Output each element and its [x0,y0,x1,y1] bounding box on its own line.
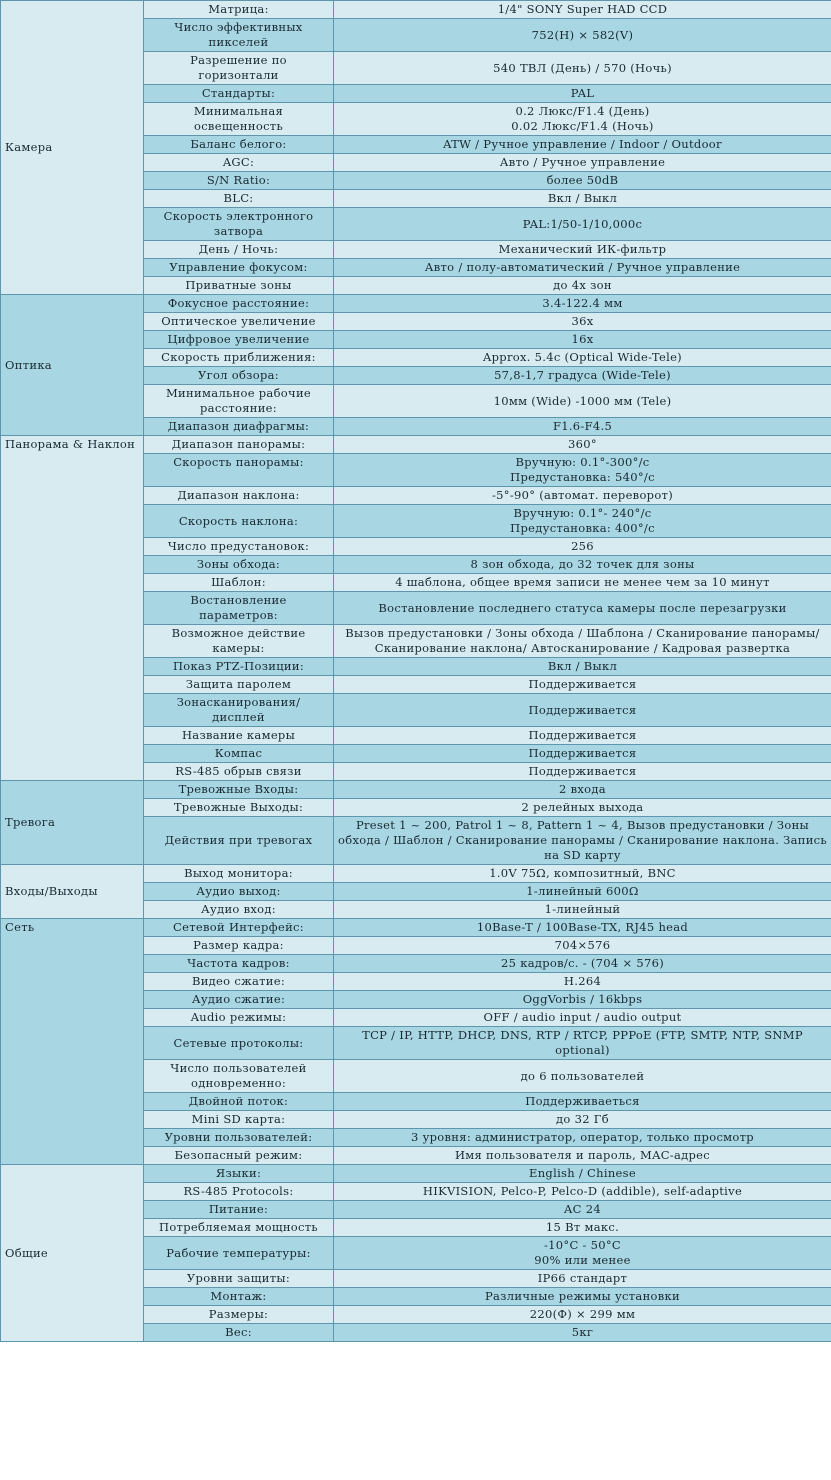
spec-label: Число эффективных пикселей [144,19,334,52]
spec-label: Видео сжатие: [144,973,334,991]
spec-group-name: Сеть [1,919,144,1165]
spec-label: Баланс белого: [144,136,334,154]
spec-label: Управление фокусом: [144,259,334,277]
spec-label: Монтаж: [144,1288,334,1306]
spec-label: Питание: [144,1201,334,1219]
spec-value: 10мм (Wide) -1000 мм (Tele) [334,385,831,418]
spec-value: PAL [334,85,831,103]
spec-value: до 32 Гб [334,1111,831,1129]
spec-value: Поддерживается [334,763,831,781]
spec-label: Сетевые протоколы: [144,1027,334,1060]
spec-value: 25 кадров/с. - (704 × 576) [334,955,831,973]
spec-value: H.264 [334,973,831,991]
spec-group-name: Входы/Выходы [1,865,144,919]
spec-label: AGC: [144,154,334,172]
spec-value: -5°-90° (автомат. переворот) [334,487,831,505]
spec-value: Вручную: 0.1°-300°/с Предустановка: 540°/с [334,454,831,487]
spec-label: Фокусное расстояние: [144,295,334,313]
spec-value: Поддерживается [334,676,831,694]
spec-value: Механический ИК-фильтр [334,241,831,259]
spec-label: Частота кадров: [144,955,334,973]
spec-value: Вкл / Выкл [334,190,831,208]
spec-value: Вручную: 0.1°- 240°/с Предустановка: 400°/с [334,505,831,538]
spec-value: 1-линейный [334,901,831,919]
spec-label: RS-485 Protocols: [144,1183,334,1201]
spec-label: Потребляемая мощность [144,1219,334,1237]
spec-label: Скорость электронного затвора [144,208,334,241]
spec-value: HIKVISION, Pelco-P, Pelco-D (addible), self-adaptive [334,1183,831,1201]
spec-row [1,919,831,937]
spec-value: Поддерживается [334,727,831,745]
spec-label: Оптическое увеличение [144,313,334,331]
spec-value: Имя пользователя и пароль, MAC-адрес [334,1147,831,1165]
spec-value: 540 ТВЛ (День) / 570 (Ночь) [334,52,831,85]
spec-value: 2 релейных выхода [334,799,831,817]
spec-label: Скорость приближения: [144,349,334,367]
spec-label: Угол обзора: [144,367,334,385]
spec-value: TCP / IP, HTTP, DHCP, DNS, RTP / RTCP, PPPoE (FTP, SMTP, NTP, SNMP optional) [334,1027,831,1060]
spec-value: 57,8-1,7 градуса (Wide-Tele) [334,367,831,385]
spec-label: Скорость наклона: [144,505,334,538]
spec-label: Действия при тревогах [144,817,334,865]
spec-row [1,436,831,454]
spec-value: 15 Вт макс. [334,1219,831,1237]
spec-label: RS-485 обрыв связи [144,763,334,781]
spec-label: Языки: [144,1165,334,1183]
spec-label: Защита паролем [144,676,334,694]
spec-value: Поддерживаеться [334,1093,831,1111]
spec-row [1,295,831,313]
spec-label: Разрешение по горизонтали [144,52,334,85]
spec-value: 5кг [334,1324,831,1342]
spec-label: Стандарты: [144,85,334,103]
spec-label: Двойной поток: [144,1093,334,1111]
spec-label: Возможное действие камеры: [144,625,334,658]
spec-label: Аудио выход: [144,883,334,901]
spec-value: Вкл / Выкл [334,658,831,676]
spec-label: Размер кадра: [144,937,334,955]
spec-value: Различные режимы установки [334,1288,831,1306]
spec-value: 3 уровня: администратор, оператор, только просмотр [334,1129,831,1147]
spec-value: Preset 1 ~ 200, Patrol 1 ~ 8, Pattern 1 ~ 4, Вызов предустановки / Зоны обхода / Шаблон / Сканирование панорамы / Сканирование наклона. Запись на SD карту [334,817,831,865]
spec-label: Сетевой Интерфейс: [144,919,334,937]
spec-value: 8 зон обхода, до 32 точек для зоны [334,556,831,574]
spec-value: Поддерживается [334,745,831,763]
spec-value: 1/4" SONY Super HAD CCD [334,1,831,19]
spec-label: Выход монитора: [144,865,334,883]
spec-value: Авто / Ручное управление [334,154,831,172]
spec-value: 360° [334,436,831,454]
spec-value: OFF / audio input / audio output [334,1009,831,1027]
spec-value: 0.2 Люкс/F1.4 (День) 0.02 Люкс/F1.4 (Ночь) [334,103,831,136]
spec-value: -10°C - 50°C 90% или менее [334,1237,831,1270]
spec-label: Матрица: [144,1,334,19]
spec-value: 10Base-T / 100Base-TX, RJ45 head [334,919,831,937]
spec-value: AC 24 [334,1201,831,1219]
spec-label: Уровни пользователей: [144,1129,334,1147]
spec-label: Число предустановок: [144,538,334,556]
spec-value: Востановление последнего статуса камеры после перезагрузки [334,592,831,625]
spec-label: S/N Ratio: [144,172,334,190]
spec-label: Аудио сжатие: [144,991,334,1009]
spec-label: Тревожные Входы: [144,781,334,799]
spec-group-name: Панорама & Наклон [1,436,144,781]
spec-value: Поддерживается [334,694,831,727]
spec-label: Зонасканирования/ дисплей [144,694,334,727]
spec-value: PAL:1/50-1/10,000с [334,208,831,241]
spec-label: BLC: [144,190,334,208]
spec-value: до 4х зон [334,277,831,295]
spec-label: Зоны обхода: [144,556,334,574]
spec-label: Уровни защиты: [144,1270,334,1288]
spec-label: Тревожные Выходы: [144,799,334,817]
spec-label: Компас [144,745,334,763]
spec-value: Авто / полу-автоматический / Ручное управление [334,259,831,277]
spec-value: 2 входа [334,781,831,799]
spec-label: Цифровое увеличение [144,331,334,349]
spec-value: Вызов предустановки / Зоны обхода / Шаблона / Сканирование панорамы/ Сканирование наклона/ Автосканирование / Кадровая развертка [334,625,831,658]
spec-row [1,1165,831,1183]
spec-label: Шаблон: [144,574,334,592]
spec-label: Минимальное рабочие расстояние: [144,385,334,418]
spec-label: День / Ночь: [144,241,334,259]
spec-value: 1-линейный 600Ω [334,883,831,901]
spec-value: OggVorbis / 16kbps [334,991,831,1009]
spec-row [1,1,831,19]
spec-label: Название камеры [144,727,334,745]
spec-value: Approx. 5.4с (Optical Wide-Tele) [334,349,831,367]
spec-value: ATW / Ручное управление / Indoor / Outdoor [334,136,831,154]
spec-group-name: Тревога [1,781,144,865]
spec-value: 16x [334,331,831,349]
spec-label: Audio режимы: [144,1009,334,1027]
spec-value: 752(H) × 582(V) [334,19,831,52]
spec-row [1,865,831,883]
spec-group-name: Общие [1,1165,144,1342]
spec-group-name: Камера [1,1,144,295]
spec-label: Вес: [144,1324,334,1342]
spec-label: Аудио вход: [144,901,334,919]
spec-label: Минимальная освещенность [144,103,334,136]
spec-group-name: Оптика [1,295,144,436]
spec-label: Востановление параметров: [144,592,334,625]
spec-label: Число пользователей одновременно: [144,1060,334,1093]
spec-value: English / Chinese [334,1165,831,1183]
spec-value: 4 шаблона, общее время записи не менее чем за 10 минут [334,574,831,592]
spec-label: Диапазон диафрагмы: [144,418,334,436]
spec-row [1,781,831,799]
spec-value: 36x [334,313,831,331]
spec-label: Приватные зоны [144,277,334,295]
spec-value: F1.6-F4.5 [334,418,831,436]
spec-value: IP66 стандарт [334,1270,831,1288]
spec-value: более 50dB [334,172,831,190]
spec-value: 3.4-122.4 мм [334,295,831,313]
spec-value: до 6 пользователей [334,1060,831,1093]
spec-label: Показ PTZ-Позиции: [144,658,334,676]
spec-label: Безопасный режим: [144,1147,334,1165]
spec-label: Рабочие температуры: [144,1237,334,1270]
spec-value: 256 [334,538,831,556]
spec-label: Диапазон наклона: [144,487,334,505]
spec-value: 704×576 [334,937,831,955]
spec-value: 220(Ф) × 299 мм [334,1306,831,1324]
spec-label: Размеры: [144,1306,334,1324]
spec-value: 1.0V 75Ω, композитный, BNC [334,865,831,883]
spec-label: Диапазон панорамы: [144,436,334,454]
spec-label: Скорость панорамы: [144,454,334,487]
spec-label: Mini SD карта: [144,1111,334,1129]
